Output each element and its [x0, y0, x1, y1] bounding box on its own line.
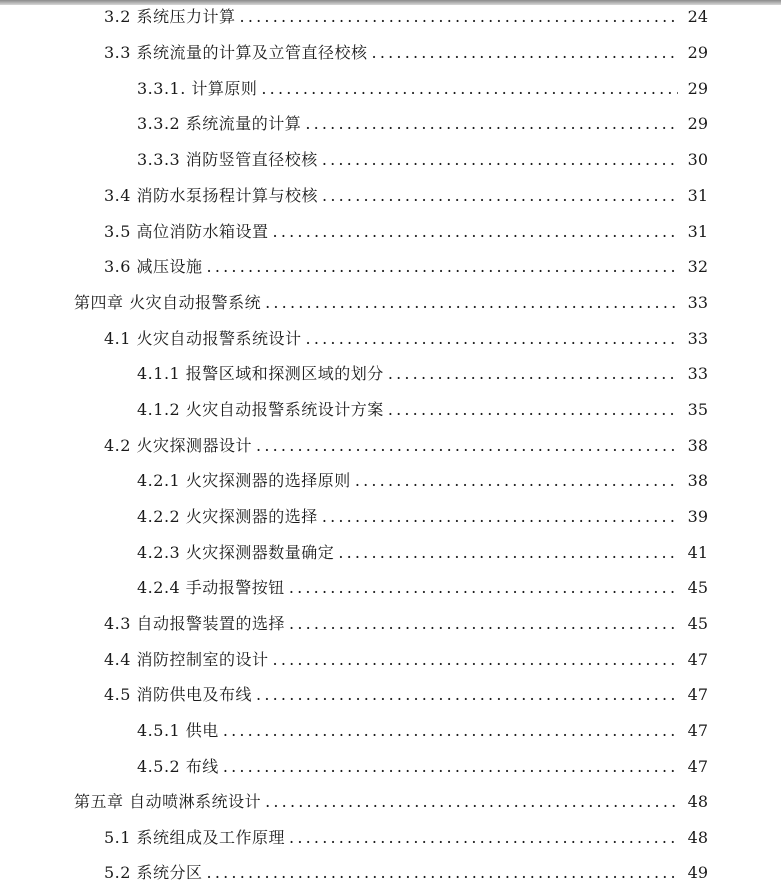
toc-entry-page: 30: [687, 150, 708, 169]
dot-leader: [265, 787, 678, 817]
toc-entry-label: 4.1 火灾自动报警系统设计: [104, 329, 302, 348]
dot-leader: [289, 823, 678, 853]
dot-leader: [388, 359, 678, 389]
toc-entry-label: 5.2 系统分区: [104, 863, 203, 882]
toc-entry-label: 3.4 消防水泵扬程计算与校核: [104, 186, 319, 205]
toc-entry[interactable]: [137, 109, 708, 139]
toc-entry-page: 29: [687, 79, 708, 98]
toc-entry-label: 4.2.3 火灾探测器数量确定: [137, 543, 335, 562]
toc-entry[interactable]: [137, 502, 708, 532]
toc-entry-page: 29: [687, 114, 708, 133]
dot-leader: [240, 2, 678, 32]
toc-entry-page: 47: [687, 650, 708, 669]
toc-entry[interactable]: [104, 38, 708, 68]
toc-entry[interactable]: [104, 324, 708, 354]
dot-leader: [256, 680, 678, 710]
toc-entry-page: 45: [687, 578, 708, 597]
dot-leader: [322, 181, 678, 211]
toc-entry-page: 31: [687, 186, 708, 205]
toc-entry-label: 4.1.2 火灾自动报警系统设计方案: [137, 400, 384, 419]
dot-leader: [207, 252, 678, 282]
toc-entry[interactable]: [137, 752, 708, 782]
toc-entry-label: 第五章 自动喷淋系统设计: [74, 792, 262, 811]
dot-leader: [261, 74, 678, 104]
toc-entry-page: 33: [687, 293, 708, 312]
toc-entry[interactable]: [104, 181, 708, 211]
toc-entry-page: 39: [687, 507, 708, 526]
toc-entry[interactable]: [137, 395, 708, 425]
dot-leader: [372, 38, 678, 68]
dot-leader: [273, 217, 678, 247]
toc-entry-label: 3.3 系统流量的计算及立管直径校核: [104, 43, 368, 62]
toc-entry[interactable]: [104, 609, 708, 639]
toc-entry[interactable]: [104, 858, 708, 888]
toc-entry-label: 4.5.2 布线: [137, 757, 219, 776]
toc-entry-page: 38: [687, 436, 708, 455]
toc-entry-label: 第四章 火灾自动报警系统: [74, 293, 262, 312]
dot-leader: [322, 145, 678, 175]
dot-leader: [322, 502, 678, 532]
toc-entry[interactable]: [104, 431, 708, 461]
toc-entry[interactable]: [104, 680, 708, 710]
toc-entry-page: 33: [687, 364, 708, 383]
toc-entry-label: 4.2.2 火灾探测器的选择: [137, 507, 318, 526]
dot-leader: [273, 645, 678, 675]
toc-entry-label: 4.3 自动报警装置的选择: [104, 614, 286, 633]
toc-entry[interactable]: [104, 252, 708, 282]
dot-leader: [305, 109, 678, 139]
dot-leader: [306, 324, 678, 354]
dot-leader: [207, 858, 678, 888]
toc-entry-label: 4.2.4 手动报警按钮: [137, 578, 285, 597]
toc-entry-label: 4.2.1 火灾探测器的选择原则: [137, 471, 351, 490]
toc-entry[interactable]: [137, 359, 708, 389]
toc-entry-page: 48: [687, 792, 708, 811]
toc-entry-label: 4.5 消防供电及布线: [104, 685, 253, 704]
dot-leader: [388, 395, 678, 425]
dot-leader: [355, 466, 678, 496]
toc-entry[interactable]: [137, 74, 708, 104]
toc-entry-page: 24: [687, 7, 708, 26]
toc-entry-page: 29: [687, 43, 708, 62]
dot-leader: [265, 288, 678, 318]
toc-entry[interactable]: [137, 538, 708, 568]
toc-entry[interactable]: [104, 217, 708, 247]
toc-entry[interactable]: [74, 787, 708, 817]
toc-entry-page: 45: [687, 614, 708, 633]
toc-entry[interactable]: [137, 716, 708, 746]
toc-entry-page: 48: [687, 828, 708, 847]
toc-entry[interactable]: [137, 573, 708, 603]
toc-entry-page: 49: [687, 863, 708, 882]
toc-entry-page: 35: [687, 400, 708, 419]
dot-leader: [223, 752, 678, 782]
dot-leader: [338, 538, 678, 568]
toc-entry-page: 31: [687, 222, 708, 241]
toc-entry-label: 4.5.1 供电: [137, 721, 219, 740]
toc-entry-page: 32: [687, 257, 708, 276]
toc-entry[interactable]: [104, 823, 708, 853]
toc-entry-page: 47: [687, 721, 708, 740]
toc-entry-page: 41: [687, 543, 708, 562]
toc-entry-label: 3.2 系统压力计算: [104, 7, 236, 26]
toc-entry-label: 3.3.2 系统流量的计算: [137, 114, 302, 133]
toc-entry-label: 4.4 消防控制室的设计: [104, 650, 269, 669]
dot-leader: [289, 573, 678, 603]
toc-entry-label: 3.3.3 消防竖管直径校核: [137, 150, 318, 169]
toc-entry-label: 4.1.1 报警区域和探测区域的划分: [137, 364, 384, 383]
toc-entry[interactable]: [74, 288, 708, 318]
toc-entry-page: 38: [687, 471, 708, 490]
dot-leader: [256, 431, 678, 461]
toc-entry-label: 5.1 系统组成及工作原理: [104, 828, 286, 847]
toc-entry[interactable]: [104, 2, 708, 32]
toc-entry-label: 3.6 减压设施: [104, 257, 203, 276]
toc-entry[interactable]: [104, 645, 708, 675]
toc-entry-page: 47: [687, 685, 708, 704]
toc-entry-label: 4.2 火灾探测器设计: [104, 436, 253, 455]
dot-leader: [223, 716, 678, 746]
dot-leader: [289, 609, 678, 639]
toc-entry-label: 3.3.1. 计算原则: [137, 79, 258, 98]
toc-entry[interactable]: [137, 466, 708, 496]
toc-entry-page: 47: [687, 757, 708, 776]
toc-entry[interactable]: [137, 145, 708, 175]
toc-entry-page: 33: [687, 329, 708, 348]
toc-entry-label: 3.5 高位消防水箱设置: [104, 222, 269, 241]
